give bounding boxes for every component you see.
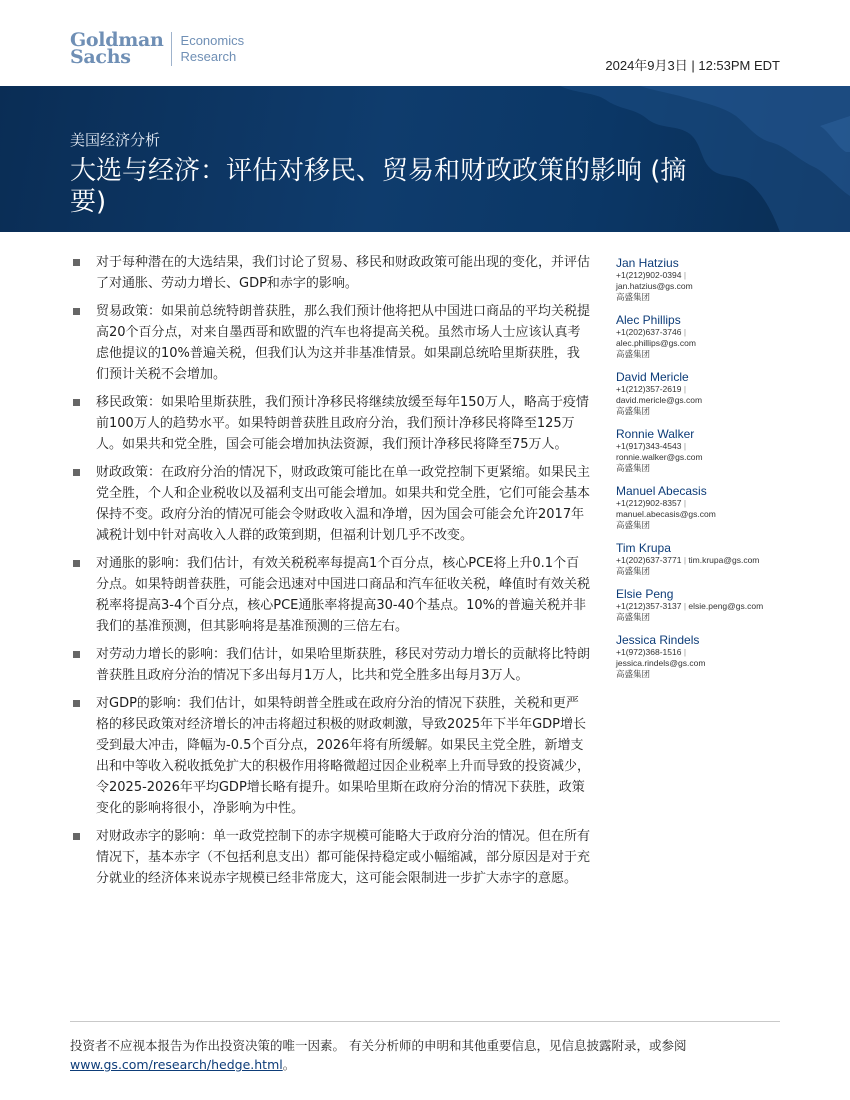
author-email[interactable]: ronnie.walker@gs.com — [616, 452, 703, 462]
author-contact — [616, 270, 796, 292]
author-name[interactable]: Ronnie Walker — [616, 427, 695, 441]
summary-bullets — [70, 252, 590, 896]
author-entry — [616, 587, 796, 623]
author-name[interactable]: David Mericle — [616, 370, 689, 384]
bullet-square-icon — [73, 259, 80, 266]
author-entry — [616, 633, 796, 680]
author-entry — [616, 370, 796, 417]
footer-divider — [70, 1021, 780, 1022]
author-entry — [616, 313, 796, 360]
bullet-square-icon — [73, 399, 80, 406]
author-phone: +1(202)637-3746 — [616, 327, 682, 337]
bullet-text: 贸易政策：如果前总统特朗普获胜，那么我们预计他将把从中国进口商品的平均关税提高20个百分点，对来自墨西哥和欧盟的汽车也将提高关税。虽然市场人士应该认真考虑他提议的10%普遍关税，但我们认为这并非基准情景。如果副总统哈里斯获胜，我们预计关税不会增加。 — [96, 304, 591, 382]
author-name[interactable]: Jan Hatzius — [616, 256, 679, 270]
author-contact — [616, 647, 796, 669]
author-firm: 高盛集团 — [616, 669, 651, 679]
bullet-square-icon — [73, 700, 80, 707]
author-name[interactable]: Tim Krupa — [616, 541, 671, 555]
summary-bullet — [70, 693, 590, 819]
author-phone: +1(202)637-3771 — [616, 555, 682, 565]
author-phone: +1(212)902-8357 — [616, 498, 682, 508]
contact-separator: | — [681, 555, 689, 565]
bullet-text: 移民政策：如果哈里斯获胜，我们预计净移民将继续放缓至每年150万人，略高于疫情前100万人的趋势水平。如果特朗普获胜且政府分治，我们预计净移民将降至125万人。如果共和党全胜，国会可能会增加执法资源，我们预计净移民将降至75万人。 — [96, 395, 589, 452]
contact-separator: | — [681, 384, 687, 394]
author-contact — [616, 441, 796, 463]
author-phone: +1(972)368-1516 — [616, 647, 682, 657]
summary-bullet — [70, 462, 590, 546]
author-email[interactable]: jessica.rindels@gs.com — [616, 658, 706, 668]
summary-bullet — [70, 553, 590, 637]
author-contact — [616, 555, 796, 566]
author-email[interactable]: tim.krupa@gs.com — [688, 555, 760, 565]
author-firm: 高盛集团 — [616, 566, 651, 576]
report-category: 美国经济分析 — [70, 131, 161, 149]
author-entry — [616, 427, 796, 474]
goldman-sachs-logo — [70, 29, 245, 68]
author-phone: +1(212)357-2619 — [616, 384, 682, 394]
author-firm: 高盛集团 — [616, 520, 651, 530]
report-title: 大选与经济：评估对移民、贸易和财政政策的影响 (摘要) — [70, 156, 687, 217]
bullet-text: 对劳动力增长的影响：我们估计，如果哈里斯获胜，移民对劳动力增长的贡献将比特朗普获胜且政府分治的情况下多出每月1万人，比共和党全胜多出每月3万人。 — [96, 647, 591, 683]
logo-department: Economics Research — [180, 33, 245, 64]
disclaimer-text: 投资者不应视本报告为作出投资决策的唯一因素。 有关分析师的申明和其他重要信息，见信息披露附录，或参阅 — [70, 1038, 687, 1053]
author-email[interactable]: jan.hatzius@gs.com — [616, 281, 693, 291]
author-email[interactable]: manuel.abecasis@gs.com — [616, 509, 716, 519]
disclosure-link[interactable]: www.gs.com/research/hedge.html — [70, 1057, 283, 1072]
contact-separator: | — [681, 498, 687, 508]
summary-bullet — [70, 392, 590, 455]
bullet-square-icon — [73, 651, 80, 658]
bullet-square-icon — [73, 469, 80, 476]
author-email[interactable]: alec.phillips@gs.com — [616, 338, 696, 348]
contact-separator: | — [681, 327, 687, 337]
bullet-text: 对通胀的影响：我们估计，有效关税税率每提高1个百分点，核心PCE将上升0.1个百分点。如果特朗普获胜，可能会迅速对中国进口商品和汽车征收关税，峰值时有效关税税率将提高3-4个百分点，核心PCE通胀率将提高30-40个基点。10%的普遍关税并非我们的基准预测，但其影响将是基准预测的三倍左右。 — [96, 556, 591, 634]
author-entry — [616, 484, 796, 531]
bullet-square-icon — [73, 308, 80, 315]
author-contact — [616, 327, 796, 349]
bullet-square-icon — [73, 560, 80, 567]
bullet-square-icon — [73, 833, 80, 840]
disclaimer-footer — [70, 1036, 780, 1074]
publish-datetime: 2024年9月3日 | 12:53PM EDT — [605, 58, 780, 73]
bullet-text: 对财政赤字的影响：单一政党控制下的赤字规模可能略大于政府分治的情况。但在所有情况下，基本赤字（不包括利息支出）都可能保持稳定或小幅缩减，部分原因是对于充分就业的经济体来说赤字规模已经非常庞大，这可能会限制进一步扩大赤字的意愿。 — [96, 829, 591, 886]
disclaimer-suffix: 。 — [282, 1057, 296, 1072]
author-firm: 高盛集团 — [616, 463, 651, 473]
author-firm: 高盛集团 — [616, 406, 651, 416]
bullet-text: 对于每种潜在的大选结果，我们讨论了贸易、移民和财政政策可能出现的变化，并评估了对通胀、劳动力增长、GDP和赤字的影响。 — [96, 255, 591, 291]
contact-separator: | — [681, 647, 687, 657]
author-phone: +1(212)902-0394 — [616, 270, 682, 280]
summary-bullet — [70, 644, 590, 686]
author-name[interactable]: Jessica Rindels — [616, 633, 700, 647]
bullet-text: 财政政策：在政府分治的情况下，财政政策可能比在单一政党控制下更紧缩。如果民主党全胜，个人和企业税收以及福利支出可能会增加。如果共和党全胜，它们可能会基本保持不变。政府分治的情况可能会令财政收入温和净增，因为国会可能会允许2017年减税计划中针对高收入人群的政策到期，但福利计划几乎不改变。 — [96, 465, 591, 543]
contact-separator: | — [681, 601, 689, 611]
bullet-text: 对GDP的影响：我们估计，如果特朗普全胜或在政府分治的情况下获胜，关税和更严格的移民政策对经济增长的冲击将超过积极的财政刺激，导致2025年下半年GDP增长受到最大冲击，降幅为-0.5个百分点，2026年将有所缓解。如果民主党全胜，新增支出和中等收入税收抵免扩大的积极作用将略微超过因企业税率上升而导致的投资减少，令2025-2026年平均GDP增长略有提升。如果哈里斯在政府分治的情况下获胜，政策变化的影响将很小，净影响为中性。 — [96, 696, 591, 816]
summary-bullet — [70, 826, 590, 889]
contact-separator: | — [681, 441, 687, 451]
author-phone: +1(212)357-3137 — [616, 601, 682, 611]
author-contact — [616, 601, 796, 612]
author-contact — [616, 498, 796, 520]
summary-bullet — [70, 252, 590, 294]
author-firm: 高盛集团 — [616, 349, 651, 359]
summary-bullet — [70, 301, 590, 385]
author-name[interactable]: Elsie Peng — [616, 587, 674, 601]
author-email[interactable]: elsie.peng@gs.com — [688, 601, 764, 611]
logo-wordmark: Goldman Sachs — [70, 29, 164, 68]
contact-separator: | — [681, 270, 687, 280]
author-name[interactable]: Alec Phillips — [616, 313, 681, 327]
author-name[interactable]: Manuel Abecasis — [616, 484, 707, 498]
title-banner — [0, 86, 850, 232]
author-entry — [616, 256, 796, 303]
author-entry — [616, 541, 796, 577]
author-phone: +1(917)343-4543 — [616, 441, 682, 451]
author-list — [616, 256, 796, 690]
author-firm: 高盛集团 — [616, 292, 651, 302]
author-email[interactable]: david.mericle@gs.com — [616, 395, 703, 405]
logo-divider — [171, 32, 172, 66]
author-firm: 高盛集团 — [616, 612, 651, 622]
author-contact — [616, 384, 796, 406]
